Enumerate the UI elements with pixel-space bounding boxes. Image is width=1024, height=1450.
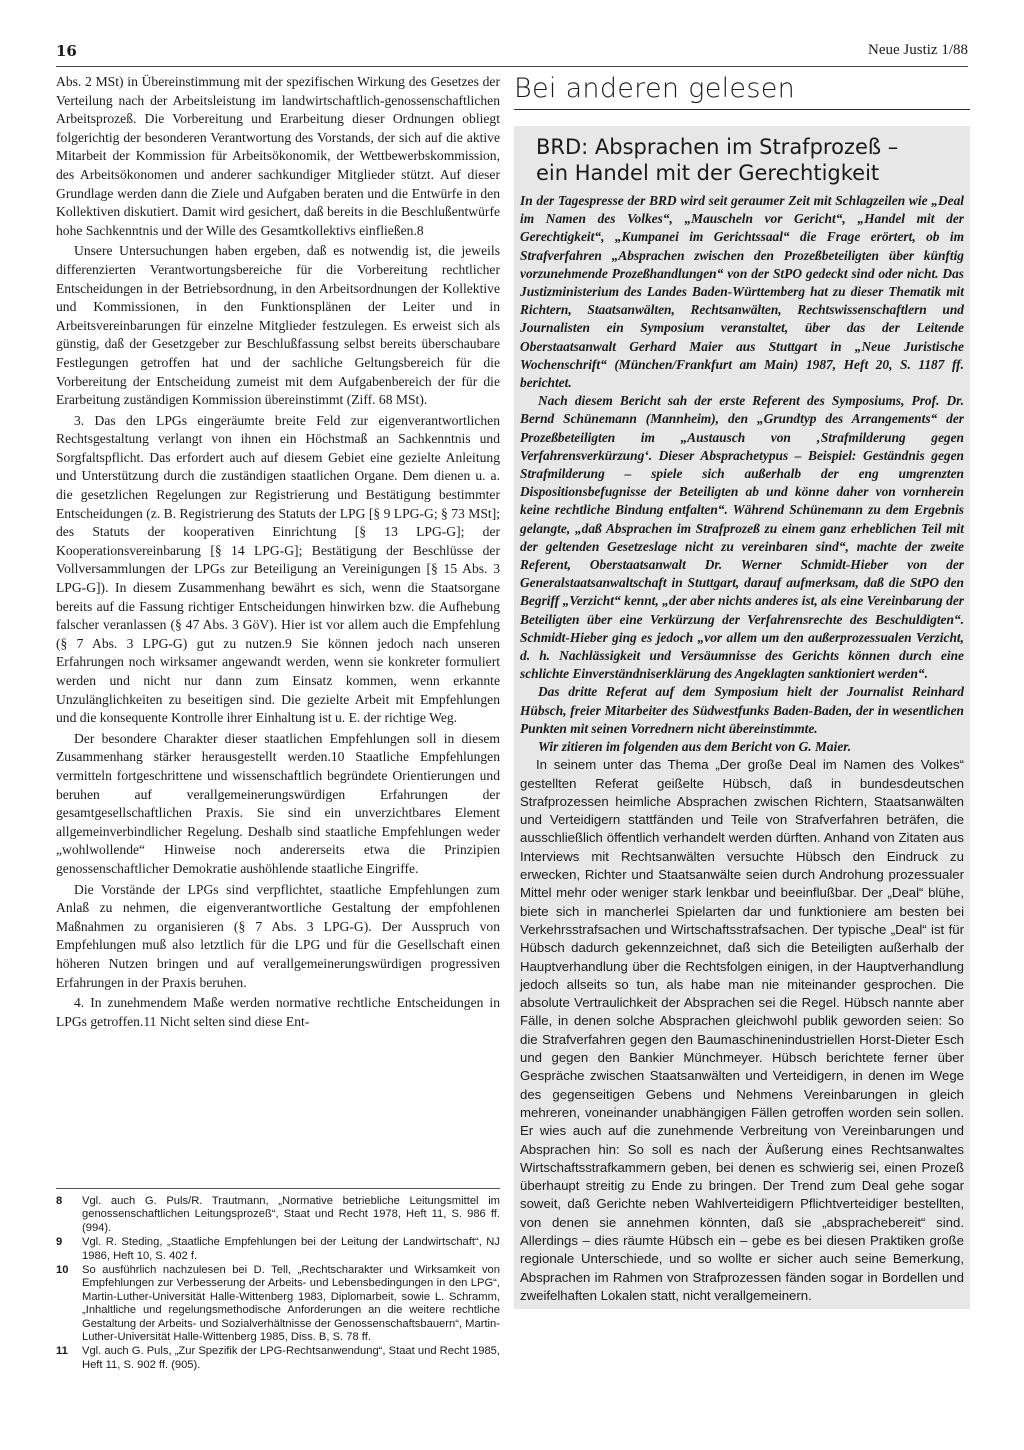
footnote-text: Vgl. R. Steding, „Staatliche Empfehlungen bei der Leitung der Landwirtschaft“, NJ 1986, Heft 10, S. 402 f.	[82, 1236, 500, 1262]
footnote-number: 10	[56, 1264, 69, 1277]
footnote-number: 9	[56, 1236, 63, 1249]
paragraph: 3. Das den LPGs eingeräumte breite Feld zur eigenverantwortlichen Rechtsgestaltung verlangt von ihnen ein Höchstmaß an Sachkenntnis und Sorgfaltspflicht. Das erfordert auch auf diesem Gebiet eine gezielte Anleitung und Unterstützung durch die zuständigen staatlichen Organe. Dem dienen u. a. die gesetzlichen Regelungen zur Registrierung und Bestätigung bestimmter Entscheidungen (z. B. Registrierung des Statuts der LPG [§ 9 LPG-G; § 73 MSt]; des Statuts der kooperativen Einrichtung [§ 13 LPG-G]; der Kooperationsvereinbarung [§ 14 LPG-G]; Bestätigung der Beschlüsse der Vollversammlungen der LPGs zur Beteiligung an Vereinigungen [§ 15 Abs. 3 LPG-G]). In diesem Zusammenhang bewährt es sich, wenn die Staatsorgane bereits auf die Fassung richtiger Entscheidungen hinwirken bzw. die Aufhebung falscher veranlassen (§ 47 Abs. 3 GöV). Hier ist vor allem auch die Empfehlung (§ 7 Abs. 3 LPG-G) gut zu nutzen.9 Sie können jedoch nach unseren Erfahrungen noch wirksamer angewandt werden, wenn sie konkreter formuliert werden und nicht nur dann zum Einsatz kommen, wenn erkannte Unzulänglichkeiten zu beseitigen sind. Die gezielte Arbeit mit Empfehlungen und die konsequente Kontrolle ihrer Einhaltung ist u. E. der richtige Weg.	[56, 412, 500, 726]
article-title-line: BRD: Absprachen im Strafprozeß –	[536, 135, 899, 159]
footnote-number: 11	[56, 1345, 68, 1358]
article-title	[536, 134, 964, 186]
section-title: Bei anderen gelesen	[514, 73, 970, 110]
footnotes	[56, 1188, 500, 1373]
footnote	[56, 1236, 500, 1263]
article-box	[514, 126, 970, 1309]
page-number: 16	[56, 42, 77, 60]
paragraph: 4. In zunehmendem Maße werden normative rechtliche Entscheidungen in LPGs getroffen.11 Nicht selten sind diese Ent-	[56, 995, 500, 1029]
footnote	[56, 1345, 500, 1372]
paragraph: Der besondere Charakter dieser staatlichen Empfehlungen soll in diesem Zusammenhang stärker herausgestellt werden.10 Staatliche Empfehlungen vermitteln fortgeschrittene und wissenschaftlich begründete Orientierungen und beruhen auf verallgemeinerungswürdigen Erfahrungen der gesamtgesellschaftlichen Praxis. Sie sind ein unverzichtbares Element allgemeinverbindlicher Regelung. Deshalb sind staatliche Empfehlungen weder „wohlwollende“ Hinweise noch andererseits etwa die Prinzipien genossenschaftlicher Demokratie aushöhlende staatliche Eingriffe.	[56, 730, 500, 876]
paragraph: Unsere Untersuchungen haben ergeben, daß es notwendig ist, die jeweils differenzierten Verantwortungsbereiche für die Vorbereitung rechtlicher Entscheidungen in der Betriebsordnung, in den Arbeitsordnungen der Kollektive und Kommissionen, in den Funktionsplänen der Leiter und in Arbeitsvereinbarungen für einzelne Mitglieder festzulegen. Es erweist sich als günstig, daß der Gesetzgeber zur Beschlußfassung selbst bereits überschaubare Festlegungen getroffen hat und der sachliche Geltungsbereich für die Vorbereitung der Entscheidung zumeist mit dem Aufgabenbereich der für die Erarbeitung zuständigen Kommission übereinstimmt (Ziff. 68 MSt).	[56, 243, 500, 408]
lead-paragraph: Das dritte Referat auf dem Symposium hielt der Journalist Reinhard Hübsch, freier Mitarbeiter des Südwestfunks Baden-Baden, der in wesentlichen Punkten mit seinen Vorrednern nicht übereinstimmte.	[520, 684, 964, 736]
lead-paragraph: Wir zitieren im folgenden aus dem Bericht von G. Maier.	[538, 739, 852, 755]
right-column	[514, 73, 970, 1309]
paragraph: In seinem unter das Thema „Der große Deal im Namen des Volkes“ gestellten Referat geißelte Hübsch, daß in bundesdeutschen Strafprozessen heimliche Absprachen zwischen Richtern, Staatsanwälten und Verteidigern stattfänden und Teile von Strafverfahren beträfen, die ausschließlich öffentlich verhandelt werden dürften. Anhand von Zitaten aus Interviews mit Rechtsanwälten versuchte Hübsch den Eindruck zu erwecken, Richter und Staatsanwälte seien durch Androhung prozessualer Mittel mehr oder weniger stark lenkbar und beeinflußbar. Der „Deal“ blühe, biete sich in mancherlei Spielarten dar und funktioniere am besten bei Verkehrsstrafsachen und Wirtschaftsstrafsachen. Der typische „Deal“ ist für Hübsch dadurch gekennzeichnet, daß sich die Beteiligten außerhalb der Hauptverhandlung über die Rechtsfolgen einigen, in der Hauptverhandlung jedoch allseits so tun, als habe man nie miteinander gesprochen. Die absolute Vertraulichkeit der Absprachen sei die Regel. Hübsch nannte aber Fälle, in denen solche Absprachen gleichwohl publik geworden seien: So die Strafverfahren gegen den Baumaschinenindustriellen Horst-Dieter Esch und gegen den Bankier Münchmeyer. Hübsch berichtete ferner über Gespräche zwischen Staatsanwälten und Verteidigern, in denen im Wege des gegenseitigen Gebens und Nehmens Vereinbarungen in gleich mehreren, voneinander unabhängigen Fällen getroffen worden sein sollen. Er wies auch auf die zunehmende Verbreitung von Vereinbarungen und Absprachen hin: So soll es nach der Äußerung eines Rechtsanwaltes Wirtschaftsstrafkammern geben, bei denen es schwierig sei, einen Prozeß überhaupt streitig zu Ende zu bringen. Der Trend zum Deal gehe sogar soweit, daß Gerichte neben Wahlverteidigern Pflichtverteidiger bestellten, von denen sie annehmen könnten, daß sie „absprachebereit“ sind. Allerdings – dies räumte Hübsch ein – gebe es bei diesen Praktiken große regionale Unterschiede, und so wollte er sicher auch seine Bemerkung, Absprachen im Rahmen von Strafprozessen fänden sogar in Bordellen und zweifelhaften Lokalen statt, nicht verallgemeinern.	[520, 757, 964, 1303]
paragraph: Die Vorstände der LPGs sind verpflichtet, staatliche Empfehlungen zum Anlaß zu nehmen, die eigenverantwortliche Gestaltung der empfohlenen Maßnahmen zu organisieren (§ 7 Abs. 3 LPG-G). Der Ausspruch von Empfehlungen muß also letztlich für die LPG und für die Gesellschaft einen höheren Nutzen bringen und auf verallgemeinerungswürdigen progressiven Erfahrungen in der Praxis beruhen.	[56, 881, 500, 990]
footnote-text: Vgl. auch G. Puls/R. Trautmann, „Normative betriebliche Leitungsmittel im genossenschaftlichen Leitungsprozeß“, Staat und Recht 1978, Heft 11, S. 986 ff. (994).	[82, 1195, 500, 1234]
lead-paragraph: In der Tagespresse der BRD wird seit geraumer Zeit mit Schlagzeilen wie „Deal im Namen des Volkes“, „Mauscheln vor Gericht“, „Handel mit der Gerechtigkeit“, „Kumpanei im Gerichtssaal“ die Frage erörtert, ob im Strafverfahren „Absprachen zwischen den Prozeßbeteiligten über künftig vorzunehmende Prozeßhandlungen“ von der StPO gedeckt sind oder nicht. Das Justizministerium des Landes Baden-Württemberg hat zu dieser Thematik mit Richtern, Staatsanwälten, Rechtsanwälten, Rechtswissenschaftlern und Journalisten ein Symposium veranstaltet, über das der Leitende Oberstaatsanwalt Gerhard Maier aus Stuttgart in „Neue Juristische Wochenschrift“ (München/Frankfurt am Main) 1987, Heft 20, S. 1187 ff. berichtet.	[520, 193, 964, 391]
article-title-line: ein Handel mit der Gerechtigkeit	[536, 161, 880, 185]
journal-issue: Neue Justiz 1/88	[868, 42, 968, 58]
left-column	[56, 73, 500, 1033]
page-header	[56, 42, 968, 67]
footnote-text: So ausführlich nachzulesen bei D. Tell, „Rechtscharakter und Wirksamkeit von Empfehlungen zur Verbesserung der Arbeits- und Lebensbedingungen in den LPG“, Martin-Luther-Universität Halle-Wittenberg 1983, Diplomarbeit, sowie L. Schramm, „Inhaltliche und regelungsmethodische Anforderungen an die weitere rechtliche Gestaltung der Arbeits- und Sozialverhältnisse der Genossenschaftsbauern“, Martin-Luther-Universität Halle-Wittenberg 1985, Diss. B, S. 78 ff.	[82, 1264, 500, 1344]
paragraph: Abs. 2 MSt) in Übereinstimmung mit der spezifischen Wirkung des Gesetzes der Verteilung nach der Arbeitsleistung im landwirtschaftlich-genossenschaftlichen Arbeitsprozeß. Die Vorbereitung und Erarbeitung dieser Ordnungen obliegt folgerichtig der besonderen Verantwortung des Vorstands, der sich auf die aktive Mitarbeit der Kommission für Arbeitsökonomik, der Wettbewerbskommission, des Arbeitsökonomen und anderer sachkundiger Mitglieder stützt. Auf dieser Grundlage werden dann die Ziele und Aufgaben beraten und die Entwürfe in den Kollektiven diskutiert. Damit wird gesichert, daß bereits in die Beschlußentwürfe hohe Sachkenntnis und der Wille des Gesamtkollektivs einfließen.8	[56, 74, 500, 238]
lead-paragraph: Nach diesem Bericht sah der erste Referent des Symposiums, Prof. Dr. Bernd Schünemann (Mannheim), den „Grundtyp des Arrangements“ der Prozeßbeteiligten im „Austausch von ‚Strafmilderung gegen Verfahrensverkürzung‘. Dieser Absprachetypus – Beispiel: Geständnis gegen Strafmilderung – spiele sich außerhalb der eng umgrenzten Dispositionsbefugnisse der Beteiligten ab und könne daher von vornherein keine rechtliche Bindung entfalten“. Während Schünemann zu dem Ergebnis gelangte, „daß Absprachen im Strafprozeß zu einem ganz erheblichen Teil mit der geltenden Gesetzeslage nicht zu vereinbaren sind“, machte der zweite Referent, Oberstaatsanwalt Dr. Werner Schmidt-Hieber von der Generalstaatsanwaltschaft in Stuttgart, darauf aufmerksam, daß die StPO den Begriff „Verzicht“ kennt, „der aber nichts anderes ist, als eine Vereinbarung der Beteiligten über eine Verkürzung der Verfahrensrechte des Beschuldigten“. Schmidt-Hieber ging es jedoch „vor allem um den außerprozessualen Verzicht, d. h. Nachlässigkeit und Versäumnisse des Gerichts können durch eine schlichte Einverständniserklärung des Angeklagten sanktioniert werden“.	[520, 393, 964, 682]
footnote-text: Vgl. auch G. Puls, „Zur Spezifik der LPG-Rechtsanwendung“, Staat und Recht 1985, Heft 11, S. 902 ff. (905).	[82, 1345, 500, 1371]
footnote-number: 8	[56, 1195, 63, 1207]
footnote	[56, 1195, 500, 1235]
footnote	[56, 1264, 500, 1344]
